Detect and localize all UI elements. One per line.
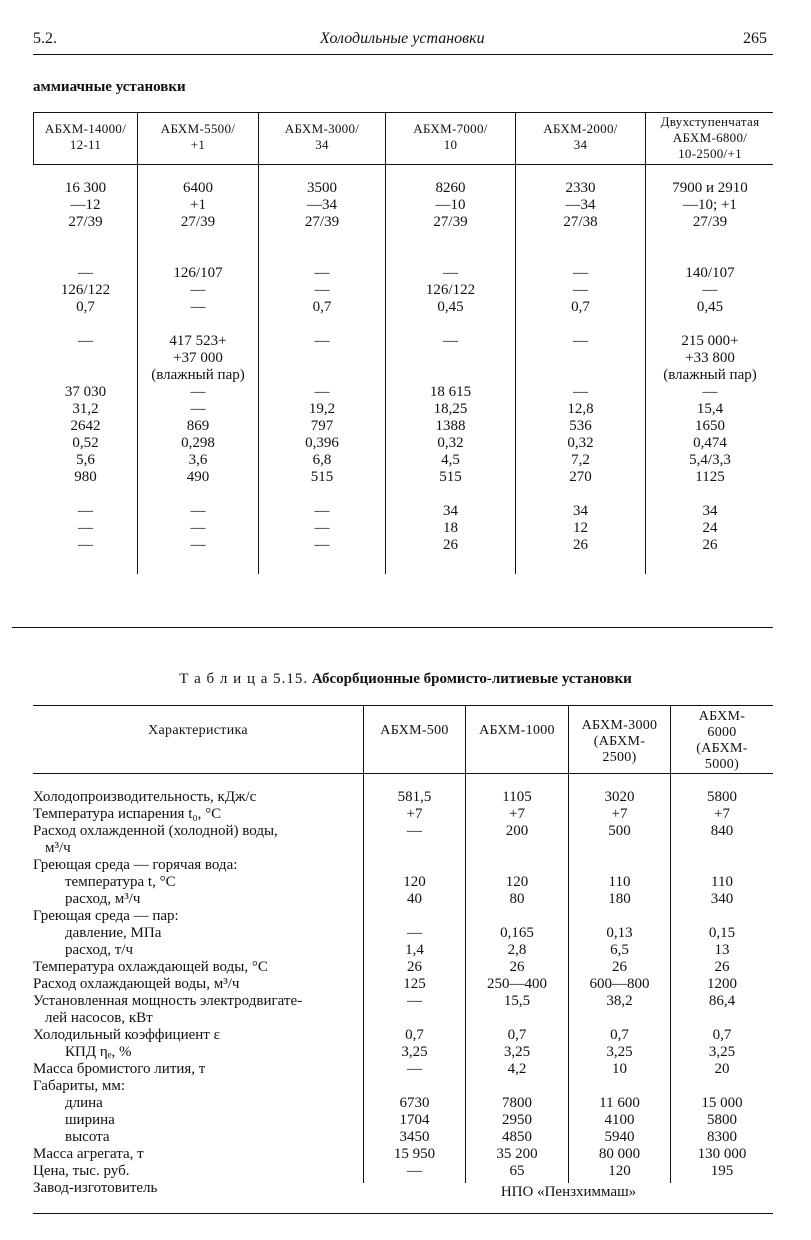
table-cell: 2950 [502, 1112, 532, 1128]
table-cell [466, 1010, 568, 1027]
row-label: температура t, °С [65, 874, 176, 890]
table-cell: 3,25 [503, 1044, 531, 1060]
top-cell: — [190, 537, 206, 553]
top-cell: 19,2 [308, 401, 336, 417]
top-cell: 27/39 [433, 214, 468, 230]
table-cell: 4,2 [507, 1061, 527, 1077]
table-cell: 15,5 [503, 993, 531, 1009]
top-cell: 0,474 [693, 435, 727, 451]
top-cell: 0,396 [305, 435, 339, 451]
table-cell: 26 [509, 959, 525, 975]
col2-values [466, 789, 568, 1197]
table-cell: 38,2 [606, 993, 633, 1009]
top-col-header: АБХМ-3000/ 34 [284, 121, 360, 152]
top-cell: 1388 [435, 418, 466, 434]
table-cell: 5940 [604, 1129, 635, 1145]
table-cell: 0,13 [606, 925, 633, 941]
row-label: Габариты, мм: [33, 1078, 126, 1094]
top-cell: 0,7 [76, 299, 95, 315]
top-cell: — [573, 384, 588, 400]
top-cell: 7900 и 2910 [672, 180, 748, 196]
table-cell: 80 [509, 891, 525, 907]
top-cell: 24 [702, 520, 718, 536]
table-cell: 1704 [399, 1112, 430, 1128]
table-cell: 15 000 [701, 1095, 743, 1111]
top-cell: 27/39 [180, 214, 216, 230]
table-cell [671, 857, 773, 874]
table-cell: 35 200 [496, 1146, 538, 1162]
top-cell: 869 [186, 418, 210, 434]
row-label: расход, м³/ч [65, 891, 141, 907]
table-cell: 26 [407, 959, 422, 975]
row-label: Масса агрегата, т [33, 1146, 144, 1162]
top-cell: 3500 [307, 180, 337, 196]
row-label: Установленная мощность электродвигате- [33, 993, 303, 1009]
head-characteristic: Характеристика [148, 723, 248, 738]
top-cell: 1650 [695, 418, 725, 434]
table-cell: 4100 [604, 1112, 635, 1128]
table-cell: — [407, 925, 422, 941]
header-rule [33, 54, 773, 55]
top-cell: — [78, 520, 93, 536]
top-cell: 26 [573, 537, 588, 553]
table-cell: 13 [714, 942, 730, 958]
top-cell: — [573, 282, 588, 298]
col3-values [569, 789, 670, 1197]
table-cell [364, 908, 465, 925]
top-cell: 980 [74, 469, 97, 485]
table-cell: 4850 [502, 1129, 532, 1145]
table-cell: 2,8 [507, 942, 527, 958]
top-cell: 536 [569, 418, 592, 434]
table-rule-top [33, 705, 773, 706]
top-cell: 27/39 [304, 214, 340, 230]
row-label: расход, т/ч [65, 942, 134, 958]
table-cell: 130 000 [697, 1146, 747, 1162]
section-number: 5.2. [33, 30, 57, 47]
top-cell: — [314, 520, 330, 536]
top-cell: — [314, 503, 330, 519]
head-col2: АБХМ-1000 [479, 723, 555, 738]
table-cell: 5800 [707, 1112, 737, 1128]
top-cell: — [190, 503, 206, 519]
table-cell: 0,7 [405, 1027, 424, 1043]
top-col-header: АБХМ-7000/ 10 [413, 121, 488, 152]
top-cell: — [314, 384, 330, 400]
top-cell: — [78, 537, 93, 553]
top-cell: 34 [443, 503, 458, 519]
top-cell: 126/122 [425, 282, 476, 298]
top-cell: — [78, 503, 93, 519]
table-cell: — [407, 993, 422, 1009]
table-cell: 340 [710, 891, 734, 907]
table-cell: 0,7 [507, 1027, 527, 1043]
top-table-rule-top [33, 112, 773, 113]
top-cell: 126/107 [173, 265, 223, 281]
top-cell: 26 [443, 537, 458, 553]
table-cell: 110 [608, 874, 631, 890]
row-label: м³/ч [45, 840, 71, 856]
row-label: Холодопроизводительность, кДж/с [33, 789, 257, 805]
table-cell: 120 [403, 874, 426, 890]
top-cell: 797 [310, 418, 334, 434]
top-cell: 0,32 [437, 435, 464, 451]
top-cell: 0,45 [696, 299, 724, 315]
page-number: 265 [743, 30, 767, 47]
top-cell: — [314, 265, 330, 281]
top-cell: 8260 [435, 180, 466, 196]
top-cell: — [573, 265, 588, 281]
top-cell: +1 [190, 197, 206, 213]
table-cell: 3020 [604, 789, 635, 805]
row-label: Расход охлаждающей воды, м³/ч [33, 976, 240, 992]
section-divider [12, 627, 773, 628]
top-cell: 0,52 [72, 435, 99, 451]
top-cell: — [702, 282, 718, 298]
table-cell: 195 [710, 1163, 734, 1179]
top-cell: (влажный пар) [663, 367, 757, 383]
top-cell: — [78, 333, 93, 349]
table-cell: 7800 [502, 1095, 532, 1111]
table-cell [466, 857, 568, 874]
row-label: Масса бромистого лития, т [33, 1061, 206, 1077]
table-cell: 10 [612, 1061, 627, 1077]
table-cell: 65 [509, 1163, 525, 1179]
table-cell: — [407, 1061, 422, 1077]
col4-values [671, 789, 773, 1197]
table-cell: 500 [608, 823, 631, 839]
top-cell: — [190, 282, 206, 298]
row-label: Греющая среда — пар: [33, 908, 179, 924]
caption-title: Абсорбционные бромисто-литиевые установки [311, 671, 632, 687]
top-cell: — [314, 537, 330, 553]
top-cell: —10 [435, 197, 466, 213]
table-cell: — [407, 823, 422, 839]
row-label: длина [65, 1095, 103, 1111]
table-cell: 3,25 [401, 1044, 428, 1060]
top-cell: 417 523+ [169, 333, 227, 349]
table-cell: 250—400 [487, 976, 547, 992]
row-label: давление, МПа [65, 925, 162, 941]
top-cell: 16 300 [64, 180, 107, 196]
top-cell: 2330 [565, 180, 596, 196]
table-cell: 5800 [707, 789, 737, 805]
top-cell: 12 [573, 520, 588, 536]
top-cell: 27/38 [563, 214, 598, 230]
top-cell: — [190, 299, 206, 315]
table-cell: 3,25 [606, 1044, 633, 1060]
table-cell: +7 [611, 806, 628, 822]
top-cell: 6,8 [312, 452, 332, 468]
table-cell [569, 840, 670, 857]
top-cell: —34 [307, 197, 337, 213]
table-cell: 15 950 [393, 1146, 436, 1162]
table-cell: 3450 [399, 1129, 430, 1145]
top-col-header: АБХМ-5500/ +1 [160, 121, 236, 152]
top-col-header: АБХМ-2000/ 34 [543, 121, 618, 152]
top-cell: 0,298 [181, 435, 215, 451]
table-cell: +7 [714, 806, 730, 822]
top-cell: 515 [439, 469, 462, 485]
table-cell [364, 857, 465, 874]
top-cell: — [78, 265, 93, 281]
table-cell: 1200 [707, 976, 737, 992]
table-cell: +7 [509, 806, 525, 822]
top-cell: 7,2 [571, 452, 590, 468]
top-cell: — [190, 384, 206, 400]
table-cell: +7 [406, 806, 423, 822]
table-cell: — [407, 1163, 422, 1179]
table-cell [569, 1010, 670, 1027]
top-cell: — [702, 384, 718, 400]
row-label: Расход охлажденной (холодной) воды, [33, 823, 278, 839]
top-cell: 37 030 [64, 384, 107, 400]
top-cell: 140/107 [685, 265, 735, 281]
table-cell [364, 1078, 465, 1095]
table-cell [671, 908, 773, 925]
row-label: лей насосов, кВт [45, 1010, 153, 1026]
top-cell: +37 000 [173, 350, 223, 366]
table-cell: 0,7 [712, 1027, 732, 1043]
top-cell: — [190, 520, 206, 536]
top-cell: (влажный пар) [151, 367, 245, 383]
top-cell: — [314, 282, 330, 298]
top-cell: — [573, 333, 588, 349]
table-cell: 0,15 [708, 925, 736, 941]
top-cell: —12 [70, 197, 101, 213]
top-cell: 18 615 [429, 384, 472, 400]
table-cell: 8300 [707, 1129, 737, 1145]
top-cell: 490 [186, 469, 210, 485]
running-title: Холодильные установки [320, 30, 485, 47]
row-label: Холодильный коэффициент ε [33, 1027, 220, 1043]
table-rule-head [33, 773, 773, 774]
table-cell [671, 1010, 773, 1027]
table-cell: 80 000 [598, 1146, 641, 1162]
row-labels [33, 789, 363, 1197]
top-cell: 34 [702, 503, 718, 519]
top-col-header: АБХМ-14000/ 12-11 [44, 121, 127, 152]
table-cell: 3,25 [708, 1044, 736, 1060]
table-cell: 6730 [399, 1095, 430, 1111]
table-cell: 86,4 [708, 993, 736, 1009]
col1-values [364, 789, 465, 1197]
row-label: КПД ηₑ, % [65, 1044, 132, 1060]
top-cell: 5,4/3,3 [689, 452, 731, 468]
top-cell: — [314, 333, 330, 349]
row-label: высота [65, 1129, 110, 1145]
table-cell [466, 908, 568, 925]
top-cell: 0,7 [571, 299, 590, 315]
top-cell: 270 [569, 469, 592, 485]
head-col3: АБХМ-3000 (АБХМ- 2500) [581, 718, 658, 765]
table-cell: 0,7 [610, 1027, 629, 1043]
caption-prefix: Т а б л и ц а 5.15. [179, 671, 309, 687]
top-cell: 0,32 [567, 435, 594, 451]
top-cell: +33 800 [685, 350, 735, 366]
top-cell: 215 000+ [681, 333, 739, 349]
top-cell: 0,45 [437, 299, 464, 315]
table-cell: 26 [612, 959, 627, 975]
row-label: Температура испарения t₀, °С [33, 806, 222, 822]
table-cell: 40 [407, 891, 422, 907]
top-cell: 34 [573, 503, 588, 519]
top-cell: —34 [565, 197, 596, 213]
top-cell: 26 [702, 537, 718, 553]
top-cell: 31,2 [72, 401, 99, 417]
top-cell: 126/122 [60, 282, 111, 298]
table-cell: 120 [505, 874, 529, 890]
row-label: ширина [65, 1112, 115, 1128]
table-cell: 26 [714, 959, 730, 975]
table-cell: 11 600 [599, 1095, 640, 1111]
table-cell: 0,165 [500, 925, 534, 941]
top-cell: 5,6 [76, 452, 95, 468]
table-cell [364, 840, 465, 857]
top-cell: — [443, 265, 458, 281]
top-table-subtitle: аммиачные установки [33, 79, 186, 95]
table-cell [671, 840, 773, 857]
top-cell: 515 [310, 469, 334, 485]
top-cell: 27/39 [68, 214, 103, 230]
table-cell: 20 [714, 1061, 730, 1077]
row-label: Цена, тыс. руб. [33, 1163, 130, 1179]
row-label: Завод-изготовитель [33, 1180, 158, 1196]
table-cell: 6,5 [610, 942, 629, 958]
table-cell: 120 [608, 1163, 631, 1179]
top-cell: 15,4 [696, 401, 724, 417]
top-cell: 27/39 [692, 214, 728, 230]
table-cell: 1,4 [405, 942, 424, 958]
table-cell [569, 1078, 670, 1095]
table-cell [569, 908, 670, 925]
table-cell [466, 840, 568, 857]
table-cell: 581,5 [397, 789, 432, 805]
row-label: Греющая среда — горячая вода: [33, 857, 238, 873]
top-col-header: Двухступенчатая АБХМ-6800/ 10-2500/+1 [660, 114, 760, 161]
top-cell: —10; +1 [683, 197, 737, 213]
top-cell: — [443, 333, 458, 349]
table-cell [569, 857, 670, 874]
top-cell: 3,6 [188, 452, 208, 468]
table-cell [671, 1078, 773, 1095]
table-caption [0, 671, 811, 688]
head-col1: АБХМ-500 [380, 723, 449, 738]
table-cell: 600—800 [589, 976, 650, 992]
table-rule-bottom [33, 1213, 773, 1214]
table-cell: 840 [710, 823, 734, 839]
table-cell: 1105 [502, 789, 532, 805]
top-cell: 18 [443, 520, 458, 536]
top-cell: 0,7 [312, 299, 332, 315]
top-cell: — [190, 401, 206, 417]
top-cell: 1125 [695, 469, 725, 485]
top-cell: 6400 [183, 180, 213, 196]
table-cell: 125 [403, 976, 426, 992]
manufacturer: НПО «Пензхиммаш» [500, 1184, 637, 1200]
top-cell: 2642 [70, 418, 101, 434]
table-cell: 200 [505, 823, 529, 839]
table-cell [466, 1078, 568, 1095]
head-col4: АБХМ- 6000 (АБХМ- 5000) [696, 709, 748, 772]
table-cell: 180 [608, 891, 631, 907]
row-label: Температура охлаждающей воды, °С [33, 959, 268, 975]
top-cell: 12,8 [567, 401, 594, 417]
top-cell: 18,25 [433, 401, 468, 417]
top-table-rule-head [33, 164, 773, 165]
top-cell: 4,5 [441, 452, 460, 468]
table-cell: 110 [711, 874, 733, 890]
table-cell [364, 1010, 465, 1027]
